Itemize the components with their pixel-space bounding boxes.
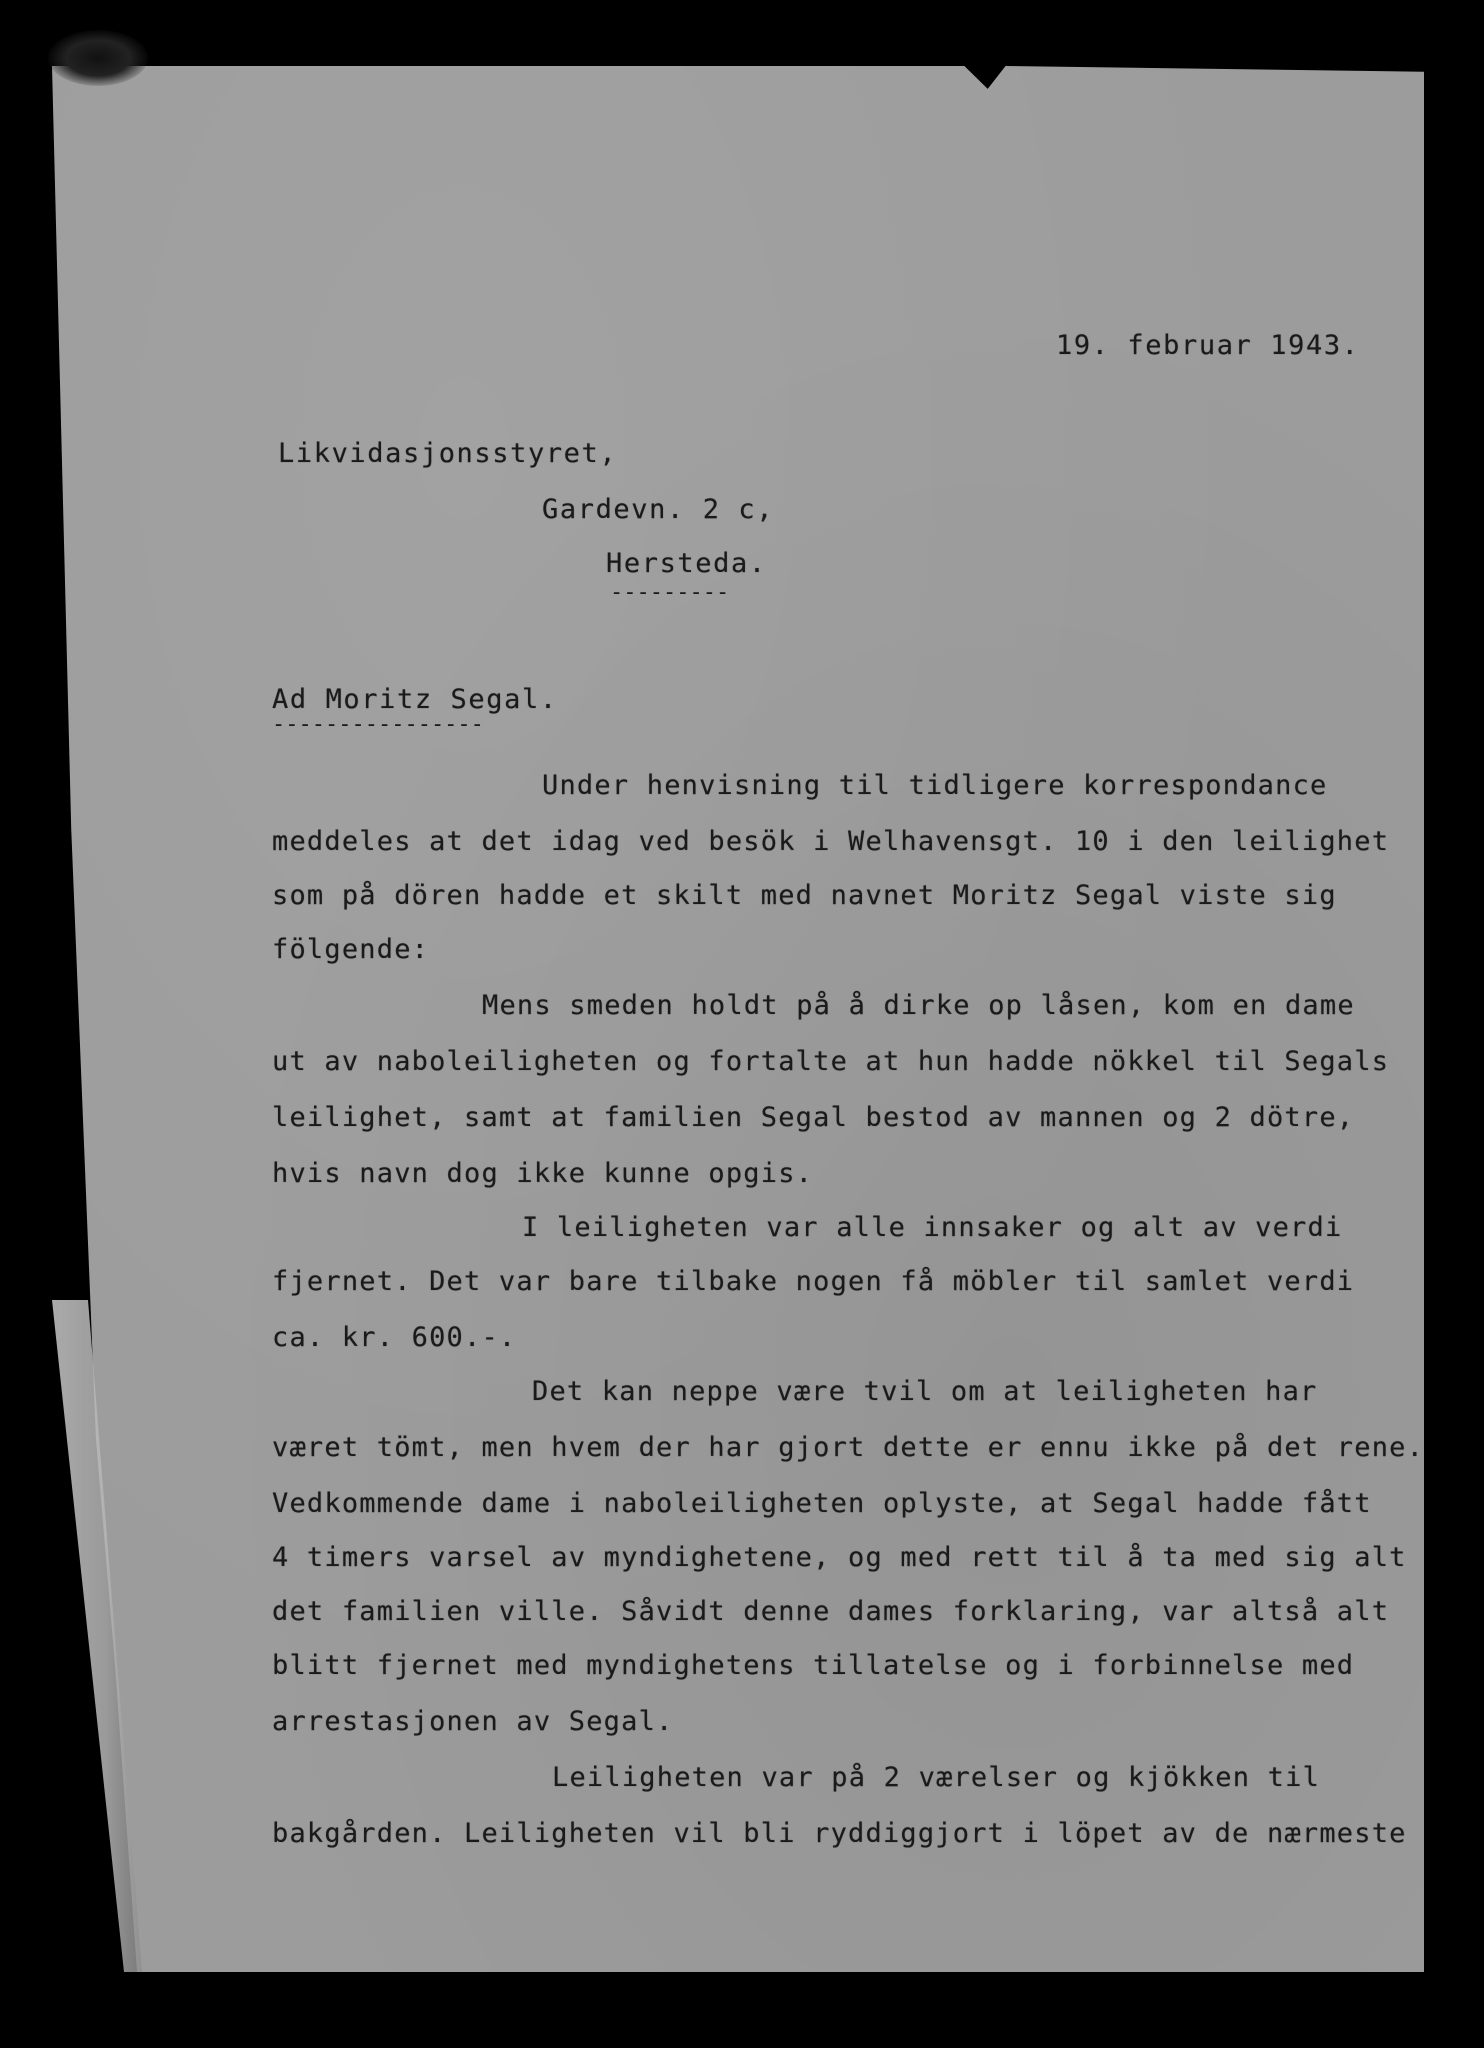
letter-date: 19. februar 1943. [1056, 330, 1360, 361]
ink-smudge [48, 30, 148, 86]
recipient-place-underline: --------- [610, 580, 730, 605]
body-line: Leiligheten var på 2 værelser og kjökken til [552, 1762, 1321, 1793]
body-line: som på dören hadde et skilt med navnet Moritz Segal viste sig [272, 880, 1337, 911]
body-line: arrestasjonen av Segal. [272, 1706, 674, 1737]
body-line: været tömt, men hvem der har gjort dette er ennu ikke på det rene. [272, 1432, 1425, 1463]
body-line: fjernet. Det var bare tilbake nogen få möbler til samlet verdi [272, 1266, 1355, 1297]
body-line: Det kan neppe være tvil om at leiligheten har [532, 1376, 1318, 1407]
body-line: I leiligheten var alle innsaker og alt av verdi [522, 1212, 1343, 1243]
body-line: meddeles at det idag ved besök i Welhavensgt. 10 i den leilighet [272, 826, 1390, 857]
body-line: hvis navn dog ikke kunne opgis. [272, 1158, 814, 1189]
body-line: Mens smeden holdt på å dirke op låsen, kom en dame [482, 990, 1355, 1021]
body-line: leilighet, samt at familien Segal bestod av mannen og 2 dötre, [272, 1102, 1355, 1133]
body-line: Under henvisning til tidligere korrespondance [542, 770, 1328, 801]
body-line: det familien ville. Såvidt denne dames forklaring, var altså alt [272, 1596, 1390, 1627]
body-line: fölgende: [272, 934, 430, 965]
body-line: Vedkommende dame i naboleiligheten oplyste, at Segal hadde fått [272, 1488, 1372, 1519]
body-line: 4 timers varsel av myndighetene, og med rett til å ta med sig alt [272, 1542, 1407, 1573]
recipient-street: Gardevn. 2 c, [542, 494, 775, 525]
subject-line: Ad Moritz Segal. [272, 684, 558, 715]
recipient-name: Likvidasjonsstyret, [278, 438, 618, 469]
recipient-place: Herstedа. [606, 548, 767, 579]
body-line: bakgården. Leiligheten vil bli ryddiggjort i löpet av de nærmeste [272, 1818, 1407, 1849]
subject-underline: ---------------- [272, 712, 484, 737]
body-line: ut av naboleiligheten og fortalte at hun hadde nökkel til Segals [272, 1046, 1390, 1077]
body-line: blitt fjernet med myndighetens tillatelse og i forbinnelse med [272, 1650, 1355, 1681]
body-line: ca. kr. 600.-. [272, 1322, 517, 1353]
